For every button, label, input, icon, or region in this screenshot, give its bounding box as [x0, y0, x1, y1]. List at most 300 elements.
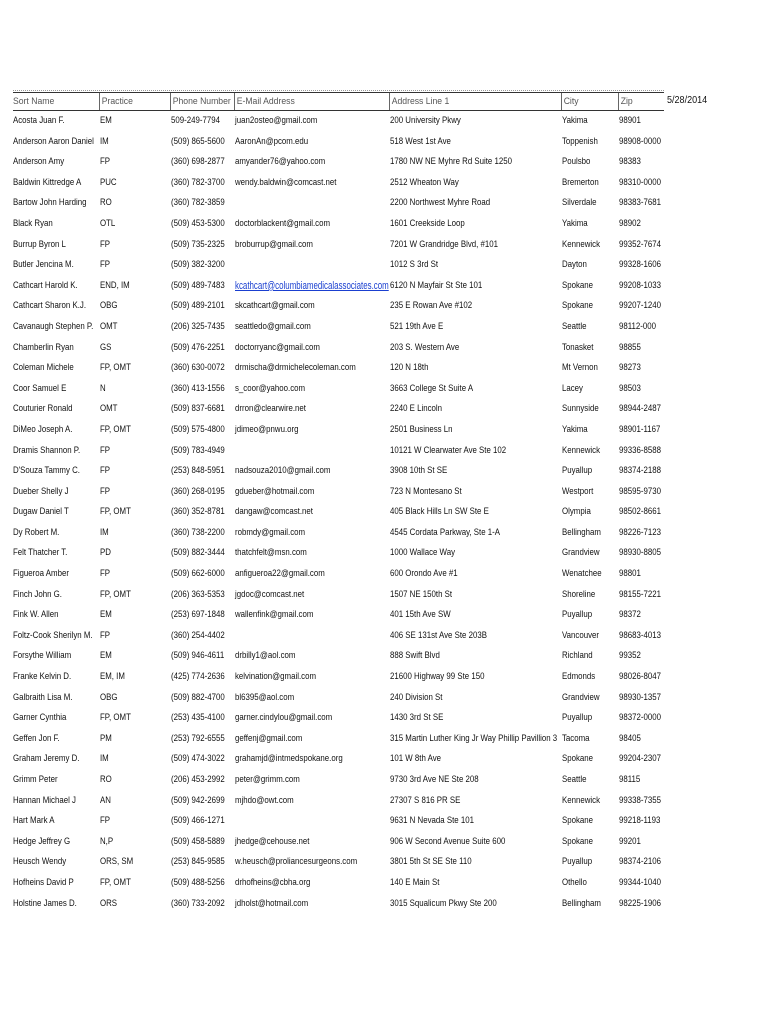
cell-practice: AN	[100, 794, 111, 806]
cell-city: Grandview	[562, 547, 600, 559]
cell-sort-name: Cathcart Harold K.	[13, 279, 78, 291]
cell-city: Wenatchee	[562, 568, 602, 580]
cell-practice: GS	[100, 341, 112, 353]
table-row	[13, 441, 664, 462]
cell-zip: 98855	[619, 341, 641, 353]
table-row	[13, 791, 664, 812]
cell-city: Spokane	[562, 835, 594, 847]
cell-practice: FP, OMT	[100, 423, 131, 435]
cell-phone: (360) 698-2877	[171, 156, 225, 168]
cell-email: doctorblackent@gmail.com	[235, 217, 331, 229]
cell-address: 405 Black Hills Ln SW Ste E	[390, 506, 489, 518]
cell-phone: (509) 458-5889	[171, 835, 225, 847]
cell-practice: END, IM	[100, 279, 130, 291]
cell-city: Othello	[562, 876, 587, 888]
table-row	[13, 667, 664, 688]
cell-address: 9631 N Nevada Ste 101	[390, 815, 474, 827]
cell-zip: 98374-2106	[619, 856, 661, 868]
cell-practice: FP, OMT	[100, 588, 131, 600]
cell-address: 9730 3rd Ave NE Ste 208	[390, 774, 479, 785]
cell-email: geffenj@gmail.com	[235, 732, 303, 744]
cell-city: Mt Vernon	[562, 362, 598, 374]
cell-zip: 99201	[619, 835, 641, 847]
cell-phone: (253) 845-9585	[171, 856, 225, 868]
cell-city: Bellingham	[562, 526, 601, 538]
cell-email: grahamjd@intmedspokane.org	[235, 753, 343, 765]
table-row	[13, 585, 664, 606]
cell-email: broburrup@gmail.com	[235, 238, 313, 250]
cell-practice: OMT	[100, 403, 118, 415]
cell-sort-name: Dramis Shannon P.	[13, 444, 81, 456]
table-row	[13, 832, 664, 853]
cell-email: bl6395@aol.com	[235, 691, 295, 703]
cell-phone: (509) 575-4800	[171, 423, 225, 435]
table-row	[13, 338, 664, 359]
cell-sort-name: D'Souza Tammy C.	[13, 465, 80, 477]
cell-address: 200 University Pkwy	[390, 115, 461, 126]
cell-zip: 98595-9730	[619, 485, 661, 497]
cell-practice: FP	[100, 238, 111, 250]
cell-zip: 98225-1906	[619, 897, 661, 909]
cell-sort-name: DiMeo Joseph A.	[13, 423, 73, 435]
cell-practice: EM, IM	[100, 671, 125, 683]
cell-sort-name: Cavanaugh Stephen P.	[13, 320, 94, 332]
header-sort-name: Sort Name	[13, 96, 55, 107]
cell-sort-name: Geffen Jon F.	[13, 732, 60, 744]
cell-email: wallenfink@gmail.com	[235, 609, 314, 621]
cell-email: AaronAn@pcom.edu	[235, 135, 309, 147]
cell-city: Tonasket	[562, 341, 594, 353]
cell-city: Tacoma	[562, 732, 590, 744]
cell-city: Richland	[562, 650, 593, 662]
cell-zip: 98112-000	[619, 320, 657, 332]
cell-address: 101 W 8th Ave	[390, 753, 442, 765]
cell-phone: (206) 325-7435	[171, 320, 225, 332]
cell-phone: (360) 630-0072	[171, 362, 225, 374]
cell-address: 2501 Business Ln	[390, 423, 453, 435]
cell-zip: 98930-1357	[619, 691, 661, 703]
cell-address: 723 N Montesano St	[390, 485, 462, 497]
table-row	[13, 770, 664, 791]
cell-address: 203 S. Western Ave	[390, 341, 460, 353]
cell-practice: ORS	[100, 897, 118, 909]
cell-practice: FP, OMT	[100, 506, 131, 518]
cell-practice: OMT	[100, 320, 118, 332]
cell-sort-name: Dugaw Daniel T	[13, 506, 69, 518]
table-row	[13, 214, 664, 235]
cell-practice: PUC	[100, 176, 117, 188]
table-row	[13, 811, 664, 832]
cell-zip: 99208-1033	[619, 279, 661, 291]
cell-phone: (509) 882-4700	[171, 691, 225, 703]
cell-sort-name: Finch John G.	[13, 588, 62, 600]
cell-city: Spokane	[562, 815, 594, 827]
cell-phone: (360) 268-0195	[171, 485, 225, 497]
cell-sort-name: Hart Mark A	[13, 815, 55, 827]
cell-practice: FP, OMT	[100, 712, 131, 724]
table-row	[13, 482, 664, 503]
table-row	[13, 399, 664, 420]
cell-zip: 98372-0000	[619, 712, 661, 724]
cell-address: 1507 NE 150th St	[390, 588, 453, 600]
cell-city: Kennewick	[562, 794, 601, 806]
cell-address: 240 Division St	[390, 691, 443, 703]
cell-city: Poulsbo	[562, 156, 591, 168]
table-row	[13, 605, 664, 626]
cell-address: 7201 W Grandridge Blvd, #101	[390, 238, 499, 250]
table-row	[13, 708, 664, 729]
cell-phone: (425) 774-2636	[171, 671, 225, 683]
cell-zip: 98310-0000	[619, 176, 661, 188]
cell-sort-name: Forsythe William	[13, 650, 72, 662]
cell-address: 3801 5th St SE Ste 110	[390, 856, 472, 868]
cell-phone: (360) 254-4402	[171, 629, 225, 641]
cell-sort-name: Heusch Wendy	[13, 856, 67, 868]
cell-sort-name: Galbraith Lisa M.	[13, 691, 73, 703]
cell-address: 906 W Second Avenue Suite 600	[390, 835, 506, 847]
cell-phone: (509) 466-1271	[171, 815, 225, 827]
cell-city: Olympia	[562, 506, 591, 518]
cell-sort-name: Dy Robert M.	[13, 526, 60, 538]
cell-phone: (360) 782-3700	[171, 176, 225, 188]
cell-practice: PM	[100, 732, 112, 744]
table-row	[13, 688, 664, 709]
table-row	[13, 193, 664, 214]
cell-zip: 98908-0000	[619, 135, 661, 147]
cell-phone: (360) 782-3859	[171, 197, 225, 209]
cell-address: 1000 Wallace Way	[390, 547, 456, 559]
cell-city: Puyallup	[562, 609, 593, 621]
table-row	[13, 379, 664, 400]
table-row	[13, 543, 664, 564]
cell-practice: FP	[100, 815, 111, 827]
print-date: 5/28/2014	[667, 94, 708, 106]
cell-sort-name: Hannan Michael J	[13, 794, 76, 806]
cell-practice: IM	[100, 135, 109, 147]
cell-city: Lacey	[562, 382, 583, 394]
cell-address: 21600 Highway 99 Ste 150	[390, 671, 485, 683]
cell-address: 4545 Cordata Parkway, Ste 1-A	[390, 526, 501, 538]
cell-zip: 99344-1040	[619, 876, 661, 888]
table-body	[13, 111, 664, 914]
cell-phone: (206) 363-5353	[171, 588, 225, 600]
cell-city: Puyallup	[562, 712, 593, 724]
cell-email: seattledo@gmail.com	[235, 320, 311, 332]
cell-practice: FP, OMT	[100, 876, 131, 888]
cell-zip: 98273	[619, 362, 641, 374]
cell-practice: N	[100, 382, 106, 394]
cell-practice: FP	[100, 444, 111, 456]
cell-city: Yakima	[562, 115, 588, 126]
table-row	[13, 317, 664, 338]
cell-practice: ORS, SM	[100, 856, 134, 868]
cell-zip: 98155-7221	[619, 588, 661, 600]
physician-table	[13, 92, 664, 914]
cell-zip: 98503	[619, 382, 641, 394]
cell-email: drron@clearwire.net	[235, 403, 306, 415]
cell-phone: (360) 738-2200	[171, 526, 225, 538]
cell-phone: (509) 382-3200	[171, 259, 225, 271]
cell-phone: (509) 735-2325	[171, 238, 225, 250]
cell-address: 518 West 1st Ave	[390, 135, 451, 147]
cell-phone: (509) 474-3022	[171, 753, 225, 765]
cell-zip: 99338-7355	[619, 794, 661, 806]
cell-address: 27307 S 816 PR SE	[390, 794, 461, 806]
cell-email: peter@grimm.com	[235, 774, 300, 785]
cell-email: skcathcart@gmail.com	[235, 300, 315, 312]
cell-practice: FP	[100, 465, 111, 477]
cell-zip: 99204-2307	[619, 753, 661, 765]
cell-address: 3663 College St Suite A	[390, 382, 474, 394]
table-header	[13, 92, 664, 111]
cell-address: 315 Martin Luther King Jr Way Phillip Pavillion 3	[390, 732, 558, 744]
cell-zip: 98115	[619, 774, 641, 785]
cell-address: 1601 Creekside Loop	[390, 217, 465, 229]
cell-sort-name: Cathcart Sharon K.J.	[13, 300, 87, 312]
cell-sort-name: Coleman Michele	[13, 362, 74, 374]
cell-email: jdimeo@pnwu.org	[235, 423, 299, 435]
cell-zip: 98902	[619, 217, 641, 229]
table-row	[13, 852, 664, 873]
header-email: E-Mail Address	[234, 93, 295, 110]
cell-practice: EM	[100, 650, 112, 662]
cell-sort-name: Black Ryan	[13, 217, 53, 229]
cell-email: garner.cindylou@gmail.com	[235, 712, 333, 724]
table-row	[13, 749, 664, 770]
cell-phone: (509) 476-2251	[171, 341, 225, 353]
cell-sort-name: Burrup Byron L	[13, 238, 66, 250]
cell-address: 1780 NW NE Myhre Rd Suite 1250	[390, 156, 513, 168]
cell-sort-name: Foltz-Cook Sherilyn M.	[13, 629, 93, 641]
cell-city: Shoreline	[562, 588, 596, 600]
cell-email: doctorryanc@gmail.com	[235, 341, 320, 353]
table-row	[13, 626, 664, 647]
cell-sort-name: Grimm Peter	[13, 774, 58, 785]
cell-practice: OTL	[100, 217, 116, 229]
cell-practice: IM	[100, 526, 109, 538]
cell-phone: (509) 783-4949	[171, 444, 225, 456]
cell-phone: (206) 453-2992	[171, 774, 225, 785]
table-row	[13, 235, 664, 256]
cell-phone: (253) 697-1848	[171, 609, 225, 621]
cell-practice: N,P	[100, 835, 114, 847]
cell-sort-name: Anderson Amy	[13, 156, 65, 168]
cell-email: jhedge@cehouse.net	[235, 835, 310, 847]
table-row	[13, 729, 664, 750]
cell-address: 888 Swift Blvd	[390, 650, 440, 662]
cell-sort-name: Figueroa Amber	[13, 568, 69, 580]
cell-city: Silverdale	[562, 197, 597, 209]
cell-email: drbilly1@aol.com	[235, 650, 296, 662]
cell-zip: 99218-1193	[619, 815, 661, 827]
cell-zip: 98901	[619, 115, 641, 126]
cell-practice: FP	[100, 568, 111, 580]
cell-phone: (360) 733-2092	[171, 897, 225, 909]
cell-sort-name: Coor Samuel E	[13, 382, 67, 394]
cell-phone: (509) 488-5256	[171, 876, 225, 888]
cell-address: 521 19th Ave E	[390, 320, 444, 332]
cell-email: drmischa@drmichelecoleman.com	[235, 362, 356, 374]
table-row	[13, 296, 664, 317]
cell-practice: RO	[100, 774, 112, 785]
cell-sort-name: Butler Jencina M.	[13, 259, 74, 271]
cell-zip: 98405	[619, 732, 641, 744]
cell-email: amyander76@yahoo.com	[235, 156, 326, 168]
table-row	[13, 255, 664, 276]
cell-phone: (509) 662-6000	[171, 568, 225, 580]
cell-sort-name: Felt Thatcher T.	[13, 547, 68, 559]
cell-zip: 98944-2487	[619, 403, 661, 415]
cell-city: Seattle	[562, 320, 587, 332]
header-phone: Phone Number	[170, 93, 231, 110]
cell-address: 3015 Squalicum Pkwy Ste 200	[390, 897, 497, 909]
table-row	[13, 358, 664, 379]
cell-email: robmdy@gmail.com	[235, 526, 306, 538]
cell-address: 10121 W Clearwater Ave Ste 102	[390, 444, 507, 456]
table-row	[13, 132, 664, 153]
cell-zip: 98374-2188	[619, 465, 661, 477]
cell-city: Kennewick	[562, 238, 601, 250]
cell-city: Spokane	[562, 753, 594, 765]
cell-address: 2200 Northwest Myhre Road	[390, 197, 491, 209]
table-row	[13, 461, 664, 482]
cell-phone: 509-249-7794	[171, 115, 220, 126]
cell-email: gdueber@hotmail.com	[235, 485, 315, 497]
cell-practice: EM	[100, 609, 112, 621]
cell-zip: 98801	[619, 568, 641, 580]
table-row	[13, 523, 664, 544]
cell-zip: 98930-8805	[619, 547, 661, 559]
cell-city: Spokane	[562, 279, 594, 291]
cell-practice: OBG	[100, 300, 118, 312]
table-row	[13, 564, 664, 585]
cell-phone: (253) 435-4100	[171, 712, 225, 724]
cell-city: Puyallup	[562, 856, 593, 868]
cell-zip: 98901-1167	[619, 423, 661, 435]
cell-phone: (360) 352-8781	[171, 506, 225, 518]
cell-email: dangaw@comcast.net	[235, 506, 313, 518]
cell-sort-name: Chamberlin Ryan	[13, 341, 74, 353]
cell-zip: 99352-7674	[619, 238, 661, 250]
cell-address: 6120 N Mayfair St Ste 101	[390, 279, 483, 291]
cell-zip: 98683-4013	[619, 629, 661, 641]
cell-address: 600 Orondo Ave #1	[390, 568, 458, 580]
cell-email: drhofheins@cbha.org	[235, 876, 311, 888]
cell-phone: (509) 882-3444	[171, 547, 225, 559]
cell-city: Sunnyside	[562, 403, 599, 415]
cell-phone: (509) 837-6681	[171, 403, 225, 415]
cell-zip: 98383	[619, 156, 641, 168]
header-practice: Practice	[99, 93, 133, 110]
cell-city: Yakima	[562, 423, 588, 435]
cell-city: Bremerton	[562, 176, 599, 188]
cell-zip: 98226-7123	[619, 526, 661, 538]
cell-email: mjhdo@owt.com	[235, 794, 294, 806]
cell-city: Kennewick	[562, 444, 601, 456]
cell-zip: 99328-1606	[619, 259, 661, 271]
table-row	[13, 894, 664, 915]
cell-practice: EM	[100, 115, 112, 126]
cell-address: 140 E Main St	[390, 876, 440, 888]
cell-address: 406 SE 131st Ave Ste 203B	[390, 629, 487, 641]
cell-address: 120 N 18th	[390, 362, 429, 374]
cell-city: Vancouver	[562, 629, 600, 641]
cell-sort-name: Garner Cynthia	[13, 712, 67, 724]
table-row	[13, 111, 664, 132]
cell-phone: (509) 453-5300	[171, 217, 225, 229]
cell-email: nadsouza2010@gmail.com	[235, 465, 331, 477]
cell-zip: 99207-1240	[619, 300, 661, 312]
cell-city: Grandview	[562, 691, 600, 703]
cell-city: Bellingham	[562, 897, 601, 909]
cell-practice: IM	[100, 753, 109, 765]
cell-address: 2240 E Lincoln	[390, 403, 443, 415]
cell-sort-name: Dueber Shelly J	[13, 485, 69, 497]
cell-email: thatchfelt@msn.com	[235, 547, 307, 559]
cell-sort-name: Baldwin Kittredge A	[13, 176, 82, 188]
cell-email: wendy.baldwin@comcast.net	[235, 176, 337, 188]
cell-phone: (509) 946-4611	[171, 650, 225, 662]
cell-phone: (253) 848-5951	[171, 465, 225, 477]
table-row	[13, 420, 664, 441]
cell-city: Spokane	[562, 300, 594, 312]
cell-phone: (509) 489-7483	[171, 279, 225, 291]
cell-sort-name: Bartow John Harding	[13, 197, 87, 209]
cell-email[interactable]: kcathcart@columbiamedicalassociates.com	[235, 279, 389, 292]
cell-sort-name: Couturier Ronald	[13, 403, 73, 415]
cell-practice: FP	[100, 629, 111, 641]
table-row	[13, 873, 664, 894]
cell-sort-name: Fink W. Allen	[13, 609, 59, 621]
cell-address: 401 15th Ave SW	[390, 609, 451, 621]
cell-address: 1012 S 3rd St	[390, 259, 439, 271]
cell-email: w.heusch@proliancesurgeons.com	[235, 856, 358, 868]
cell-city: Dayton	[562, 259, 587, 271]
table-row	[13, 276, 664, 297]
cell-zip: 98383-7681	[619, 197, 661, 209]
cell-address: 2512 Wheaton Way	[390, 176, 459, 188]
cell-address: 3908 10th St SE	[390, 465, 448, 477]
cell-practice: FP	[100, 259, 111, 271]
cell-city: Westport	[562, 485, 594, 497]
cell-phone: (509) 865-5600	[171, 135, 225, 147]
cell-practice: FP	[100, 485, 111, 497]
cell-practice: RO	[100, 197, 112, 209]
header-address: Address Line 1	[389, 93, 449, 110]
cell-sort-name: Hedge Jeffrey G	[13, 835, 71, 847]
cell-email: kelvination@gmail.com	[235, 671, 317, 683]
cell-city: Yakima	[562, 217, 588, 229]
cell-practice: FP, OMT	[100, 362, 131, 374]
cell-zip: 98372	[619, 609, 641, 621]
cell-zip: 99352	[619, 650, 641, 662]
header-zip: Zip	[618, 93, 660, 110]
cell-address: 235 E Rowan Ave #102	[390, 300, 473, 312]
cell-zip: 98502-8661	[619, 506, 661, 518]
cell-sort-name: Acosta Juan F.	[13, 115, 65, 126]
cell-city: Seattle	[562, 774, 587, 785]
cell-address: 1430 3rd St SE	[390, 712, 444, 724]
cell-email: jdholst@hotmail.com	[235, 897, 309, 909]
cell-phone: (253) 792-6555	[171, 732, 225, 744]
table-row	[13, 173, 664, 194]
cell-city: Edmonds	[562, 671, 596, 683]
table-row	[13, 152, 664, 173]
cell-city: Puyallup	[562, 465, 593, 477]
cell-phone: (509) 942-2699	[171, 794, 225, 806]
cell-zip: 98026-8047	[619, 671, 661, 683]
cell-email: s_coor@yahoo.com	[235, 382, 306, 394]
